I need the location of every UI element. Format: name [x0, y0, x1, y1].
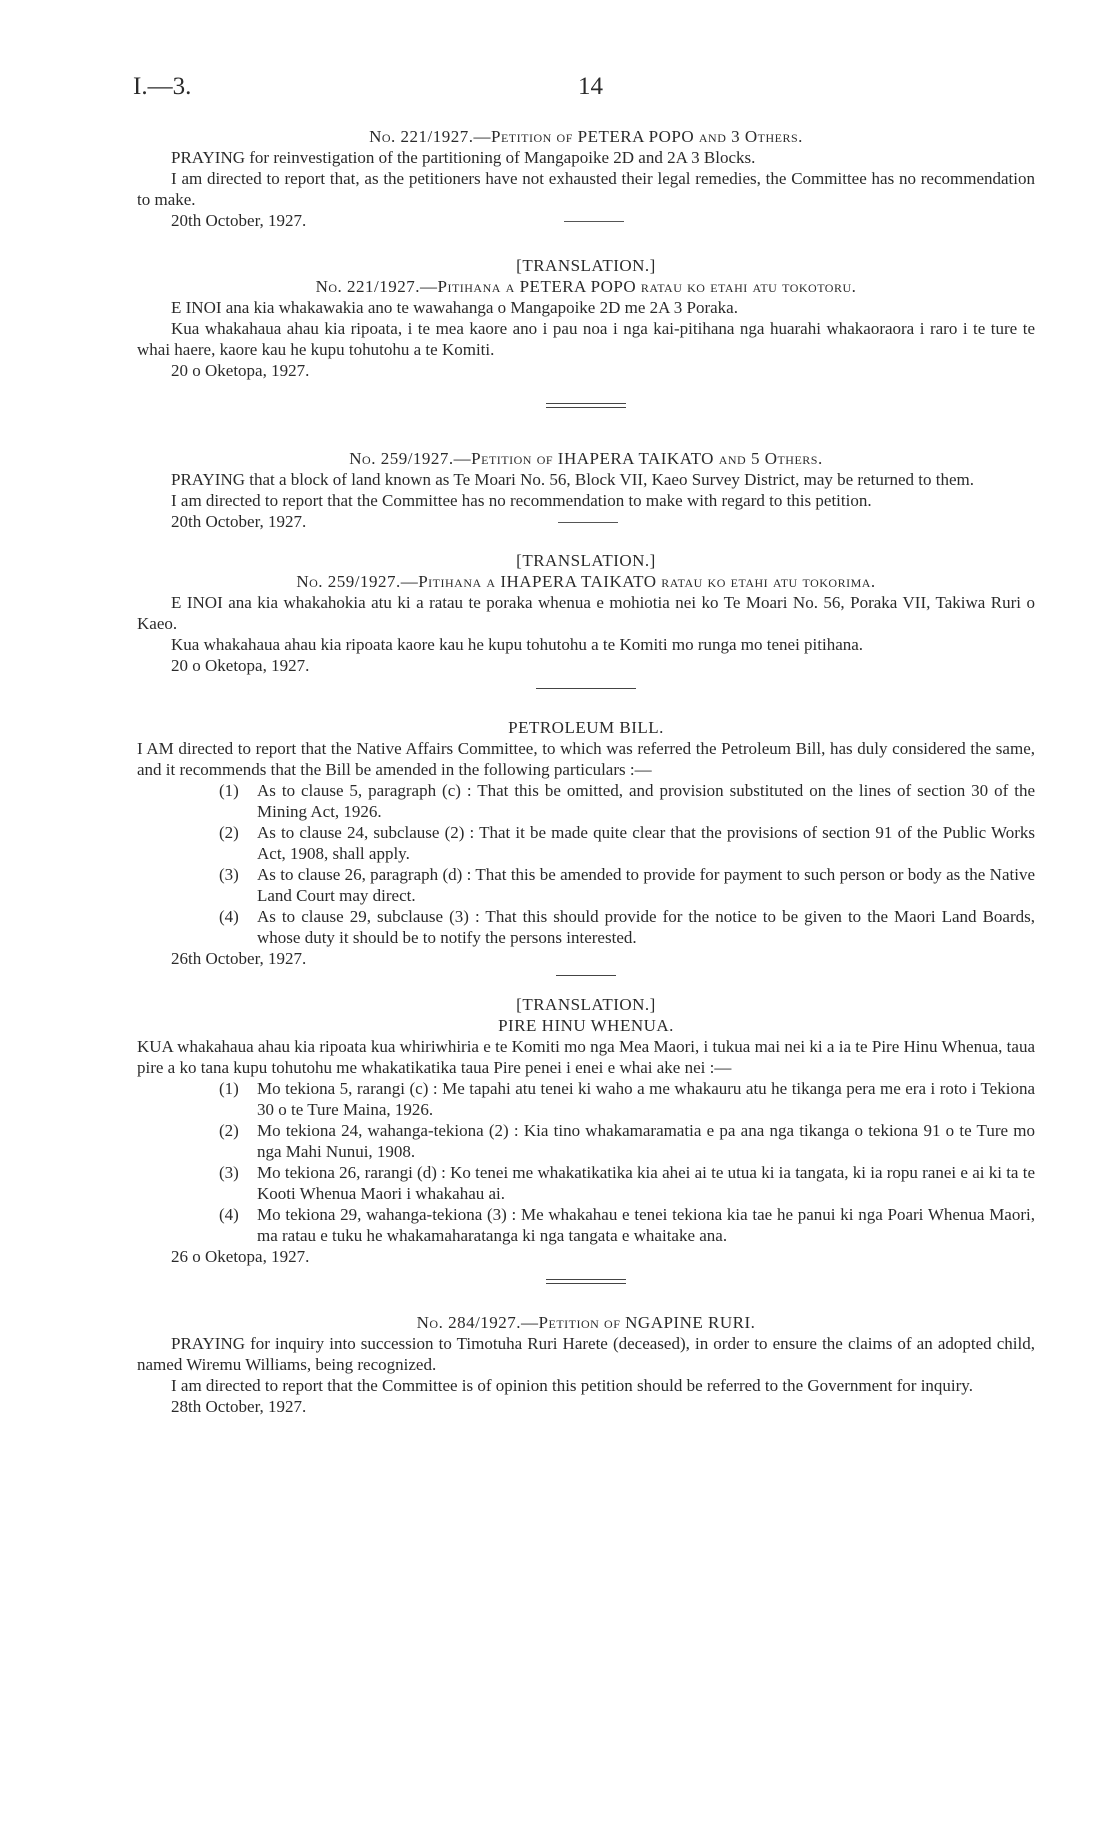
- page-number: 14: [578, 73, 603, 100]
- petition-221-title: No. 221/1927.—Petition of PETERA POPO and 3 Others.: [369, 127, 803, 146]
- petition-259-date: 20th October, 1927.: [171, 512, 307, 531]
- item-text: As to clause 26, paragraph (d) : That this be amended to provide for payment to such person or body as the Native Land Court may direct.: [257, 865, 1035, 905]
- petition-221-report: I am directed to report that, as the petitioners have not exhausted their legal remedies, the Committee has no recommendation to make.: [137, 169, 1035, 209]
- petroleum-bill-recommendations: [137, 780, 1035, 948]
- page-content: [137, 126, 1035, 1417]
- petroleum-translation-title: PIRE HINU WHENUA.: [498, 1016, 674, 1035]
- petition-259-translation-report: Kua whakahaua ahau kia ripoata kaore kau he kupu tohutohu a te Komiti mo runga mo tenei pitihana.: [171, 635, 864, 654]
- petition-221-translation-label: [TRANSLATION.]: [516, 256, 656, 275]
- item-number: (1): [219, 781, 239, 800]
- petroleum-bill-title: PETROLEUM BILL.: [508, 718, 664, 737]
- petition-259-date-row: [137, 511, 1035, 532]
- petition-284-title: No. 284/1927.—Petition of NGAPINE RURI.: [416, 1313, 756, 1332]
- petition-259-praying: PRAYING that a block of land known as Te Moari No. 56, Block VII, Kaeo Survey District, may be returned to them.: [171, 470, 975, 489]
- item-number: (3): [219, 1163, 239, 1182]
- recommendation-item: [137, 906, 1035, 948]
- petition-259-translation-title: No. 259/1927.—Pitihana a IHAPERA TAIKATO ratau ko etahi atu tokorima.: [296, 572, 876, 591]
- petroleum-bill-intro: I AM directed to report that the Native Affairs Committee, to which was referred the Petroleum Bill, has duly considered the same, and it recommends that the Bill be amended in the following particulars :—: [137, 739, 1035, 779]
- petition-221-translation-report: Kua whakahaua ahau kia ripoata, i te mea kaore ano i pau noa i nga kai-pitihana nga huarahi whakaoraora i raro i te ture te whai haere, kaore kau he kupu tohutohu a te Komiti.: [137, 319, 1035, 359]
- recommendation-item: [137, 1120, 1035, 1162]
- petition-284-date: 28th October, 1927.: [171, 1397, 307, 1416]
- recommendation-item: [137, 1204, 1035, 1246]
- item-number: (3): [219, 865, 239, 884]
- petition-221-translation-praying: E INOI ana kia whakawakia ano te wawahanga o Mangapoike 2D me 2A 3 Poraka.: [171, 298, 738, 317]
- petition-221-praying: PRAYING for reinvestigation of the partitioning of Mangapoike 2D and 2A 3 Blocks.: [171, 148, 756, 167]
- petroleum-translation-recommendations: [137, 1078, 1035, 1246]
- petition-259-translation-date: 20 o Oketopa, 1927.: [171, 656, 310, 675]
- item-text: As to clause 5, paragraph (c) : That this be omitted, and provision substituted on the lines of section 30 of the Mining Act, 1926.: [257, 781, 1035, 821]
- item-number: (4): [219, 907, 239, 926]
- petition-221-date-row: [137, 210, 1035, 231]
- item-text: As to clause 24, subclause (2) : That it be made quite clear that the provisions of section 91 of the Public Works Act, 1908, shall apply.: [257, 823, 1035, 863]
- petroleum-translation-date: 26 o Oketopa, 1927.: [171, 1247, 310, 1266]
- recommendation-item: [137, 1078, 1035, 1120]
- petition-221-translation-date: 20 o Oketopa, 1927.: [171, 361, 310, 380]
- petroleum-translation-intro: KUA whakahaua ahau kia ripoata kua whiriwhiria e te Komiti mo nga Mea Maori, i tukua mai nei ki a ia te Pire Hinu Whenua, taua pire a ko tana kupu tohutohu me whakatikatika taua Pire penei i enei e whai ake nei :—: [137, 1037, 1035, 1077]
- petroleum-bill-date: 26th October, 1927.: [171, 949, 307, 968]
- petition-259-report: I am directed to report that the Committee has no recommendation to make with regard to this petition.: [171, 491, 872, 510]
- short-rule: [558, 522, 618, 523]
- item-text: Mo tekiona 26, rarangi (d) : Ko tenei me whakatikatika kia ahei ai te utua ki ia tangata, ki ia ropu ranei e ai ki ta te Kooti Whenua Maori i whakahau ai.: [257, 1163, 1035, 1203]
- item-number: (2): [219, 1121, 239, 1140]
- petition-259-title: No. 259/1927.—Petition of IHAPERA TAIKATO and 5 Others.: [349, 449, 823, 468]
- item-text: Mo tekiona 29, wahanga-tekiona (3) : Me whakahau e tenei tekiona kia tae he panui ki nga Poari Whenua Maori, ma ratau e tuku he whakamaharatanga ki nga tangata e whaitake ana.: [257, 1205, 1035, 1245]
- petition-259-translation-praying: E INOI ana kia whakahokia atu ki a ratau te poraka whenua e mohiotia nei ko Te Moari No. 56, Poraka VII, Takiwa Ruri o Kaeo.: [137, 593, 1035, 633]
- petition-284-praying: PRAYING for inquiry into succession to Timotuha Ruri Harete (deceased), in order to ensure the claims of an adopted child, named Wiremu Williams, being recognized.: [137, 1334, 1035, 1374]
- series-reference: I.—3.: [133, 73, 192, 100]
- petition-221-translation-title: No. 221/1927.—Pitihana a PETERA POPO ratau ko etahi atu tokotoru.: [315, 277, 857, 296]
- item-number: (1): [219, 1079, 239, 1098]
- item-number: (4): [219, 1205, 239, 1224]
- recommendation-item: [137, 1162, 1035, 1204]
- petroleum-translation-label: [TRANSLATION.]: [516, 995, 656, 1014]
- item-number: (2): [219, 823, 239, 842]
- petition-259-translation-label: [TRANSLATION.]: [516, 551, 656, 570]
- petition-284-report: I am directed to report that the Committee is of opinion this petition should be referred to the Government for inquiry.: [171, 1376, 973, 1395]
- recommendation-item: [137, 780, 1035, 822]
- item-text: Mo tekiona 24, wahanga-tekiona (2) : Kia tino whakamaramatia e pa ana nga tikanga o tekiona 91 o te Ture mo nga Mahi Nunui, 1908.: [257, 1121, 1035, 1161]
- short-rule: [564, 221, 624, 222]
- recommendation-item: [137, 864, 1035, 906]
- item-text: As to clause 29, subclause (3) : That this should provide for the notice to be given to the Maori Land Boards, whose duty it should be to notify the persons interested.: [257, 907, 1035, 947]
- recommendation-item: [137, 822, 1035, 864]
- petition-221-date: 20th October, 1927.: [171, 211, 307, 230]
- item-text: Mo tekiona 5, rarangi (c) : Me tapahi atu tenei ki waho a me whakauru atu he tikanga pera me era i roto i Tekiona 30 o te Ture Maina, 1926.: [257, 1079, 1035, 1119]
